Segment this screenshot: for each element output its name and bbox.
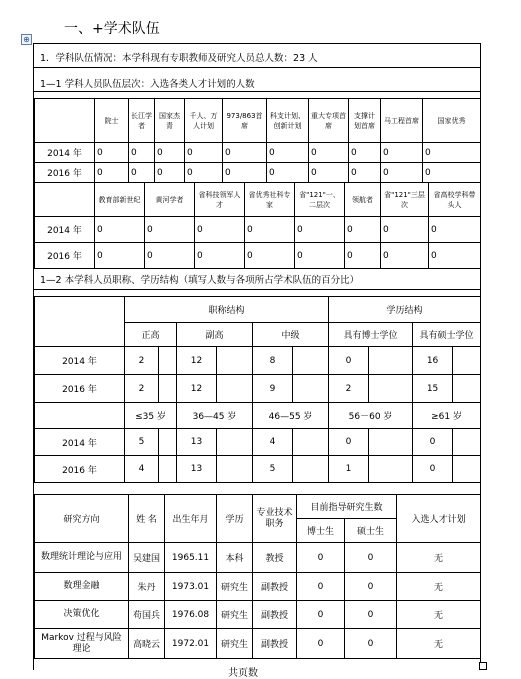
value-cell: 12	[177, 347, 217, 375]
value-cell: 0	[429, 243, 481, 269]
year-cell: 2014 年	[35, 143, 95, 163]
talent-table-b	[34, 182, 481, 269]
table-header-row	[35, 495, 481, 519]
col-header: 专业技术职务	[253, 495, 297, 543]
table-row	[35, 143, 481, 163]
year-cell: 2016 年	[35, 163, 95, 183]
table-row	[35, 375, 481, 403]
direction-cell: 数理金融	[35, 573, 129, 601]
value-cell: 15	[413, 375, 453, 403]
value-cell: 0	[245, 243, 295, 269]
table-row	[35, 217, 481, 243]
value-cell: 0	[381, 243, 429, 269]
talent-cell: 无	[397, 601, 481, 629]
direction-cell: 决策优化	[35, 601, 129, 629]
section12-title: 1—2 本学科人员职称、学历结构（填写人数与各项所占学术队伍的百分比）	[34, 272, 480, 290]
value-cell: 0	[329, 429, 369, 456]
col-header: 院士	[95, 99, 129, 143]
value-cell: 8	[253, 347, 293, 375]
value-cell	[369, 456, 413, 483]
value-cell	[159, 375, 177, 403]
talent-table-a	[34, 98, 481, 183]
col-header: 科支计划、创新计划	[267, 99, 309, 143]
table-row	[35, 429, 481, 456]
value-cell: 5	[253, 456, 293, 483]
empty-cell	[35, 99, 95, 143]
col-header: 教育部新世纪	[95, 183, 145, 217]
col-header: 省科技领军人才	[195, 183, 245, 217]
empty-cell	[35, 403, 125, 429]
value-cell: 4	[125, 456, 159, 483]
group-header: 职称结构	[125, 297, 329, 323]
title-cell: 副教授	[253, 601, 297, 629]
table-resize-handle[interactable]	[479, 662, 487, 670]
value-cell: 0	[349, 143, 381, 163]
value-cell: 2	[125, 375, 159, 403]
col-header: 领航者	[345, 183, 381, 217]
year-cell: 2016 年	[35, 243, 95, 269]
table-row	[35, 243, 481, 269]
col-header: 千人、万人计划	[185, 99, 223, 143]
value-cell: 0	[423, 143, 481, 163]
value-cell: 5	[125, 429, 159, 456]
talent-cell: 无	[397, 629, 481, 659]
value-cell: 2	[125, 347, 159, 375]
phd-cell: 0	[297, 573, 345, 601]
value-cell: 0	[345, 217, 381, 243]
name-cell: 高晓云	[129, 629, 165, 659]
col-header: 黄河学者	[145, 183, 195, 217]
value-cell: 0	[413, 456, 453, 483]
section11-title: 1—1 学科人员队伍层次：入选各类人才计划的人数	[34, 76, 480, 92]
title-cell: 副教授	[253, 573, 297, 601]
value-cell	[159, 429, 177, 456]
col-header: 国家优秀	[423, 99, 481, 143]
table-header-row	[35, 183, 481, 217]
table-row	[35, 456, 481, 483]
value-cell: 0	[155, 163, 185, 183]
value-cell: 0	[309, 163, 349, 183]
table-header-row	[35, 403, 481, 429]
col-header: 目前指导研究生数	[297, 495, 397, 519]
col-header: 46—55 岁	[253, 403, 329, 429]
col-header: 姓 名	[129, 495, 165, 543]
value-cell	[453, 456, 481, 483]
value-cell: 0	[129, 143, 155, 163]
talent-cell: 无	[397, 573, 481, 601]
birth-cell: 1972.01	[165, 629, 217, 659]
value-cell: 0	[185, 163, 223, 183]
table-row	[35, 347, 481, 375]
col-header: 省优秀社科专家	[245, 183, 295, 217]
value-cell: 0	[145, 217, 195, 243]
value-cell: 0	[245, 217, 295, 243]
value-cell: 0	[381, 143, 423, 163]
col-header: 正高	[125, 323, 177, 347]
value-cell: 4	[253, 429, 293, 456]
value-cell: 0	[381, 217, 429, 243]
value-cell: 0	[223, 143, 267, 163]
col-header: 省"121"三层次	[381, 183, 429, 217]
page-footer: 共页数	[228, 668, 258, 679]
birth-cell: 1973.01	[165, 573, 217, 601]
value-cell: 13	[177, 456, 217, 483]
master-cell: 0	[345, 629, 397, 659]
title-cell: 教授	[253, 543, 297, 573]
value-cell: 1	[329, 456, 369, 483]
col-header: 36—45 岁	[177, 403, 253, 429]
name-cell: 苟国兵	[129, 601, 165, 629]
value-cell: 0	[95, 163, 129, 183]
value-cell	[293, 347, 329, 375]
col-header: 研究方向	[35, 495, 129, 543]
col-header: 副高	[177, 323, 253, 347]
table-row	[35, 601, 481, 629]
master-cell: 0	[345, 601, 397, 629]
value-cell: 0	[155, 143, 185, 163]
value-cell: 0	[95, 217, 145, 243]
value-cell: 0	[185, 143, 223, 163]
value-cell	[369, 375, 413, 403]
col-header: 硕士生	[345, 519, 397, 543]
name-cell: 吴建国	[129, 543, 165, 573]
degree-cell: 研究生	[217, 601, 253, 629]
col-header: 省高校学科带头人	[429, 183, 481, 217]
col-header: 56－60 岁	[329, 403, 413, 429]
personnel-table	[34, 494, 481, 659]
page-heading: 一、+学术队伍	[64, 21, 160, 37]
col-header: 国家杰青	[155, 99, 185, 143]
phd-cell: 0	[297, 629, 345, 659]
table-row	[35, 629, 481, 659]
year-cell: 2014 年	[35, 217, 95, 243]
col-header: 博士生	[297, 519, 345, 543]
section1-title: 1．学科队伍情况：本学科现有专职教师及研究人员总人数：23 人	[34, 50, 480, 68]
year-cell: 2014 年	[35, 429, 125, 456]
value-cell	[453, 429, 481, 456]
phd-cell: 0	[297, 543, 345, 573]
phd-cell: 0	[297, 601, 345, 629]
value-cell: 0	[295, 243, 345, 269]
value-cell	[159, 347, 177, 375]
year-cell: 2016 年	[35, 456, 125, 483]
table-row	[35, 543, 481, 573]
empty-cell	[35, 297, 125, 347]
value-cell: 13	[177, 429, 217, 456]
degree-cell: 研究生	[217, 573, 253, 601]
value-cell	[217, 375, 253, 403]
value-cell: 0	[413, 429, 453, 456]
talent-cell: 无	[397, 543, 481, 573]
col-header: 具有博士学位	[329, 323, 413, 347]
title-cell: 副教授	[253, 629, 297, 659]
col-header: 重大专项首席	[309, 99, 349, 143]
value-cell: 0	[345, 243, 381, 269]
value-cell	[369, 347, 413, 375]
value-cell: 0	[349, 163, 381, 183]
direction-cell: Markov 过程与风险理论	[35, 629, 129, 659]
table-row	[35, 163, 481, 183]
value-cell: 0	[267, 143, 309, 163]
col-header: 省"121"一、二层次	[295, 183, 345, 217]
value-cell	[159, 456, 177, 483]
value-cell: 0	[195, 217, 245, 243]
value-cell	[293, 375, 329, 403]
structure-table	[34, 296, 481, 483]
master-cell: 0	[345, 573, 397, 601]
value-cell	[217, 347, 253, 375]
value-cell: 16	[413, 347, 453, 375]
value-cell: 0	[195, 243, 245, 269]
value-cell: 0	[129, 163, 155, 183]
value-cell: 0	[223, 163, 267, 183]
value-cell: 0	[423, 163, 481, 183]
col-header: 学历	[217, 495, 253, 543]
value-cell: 2	[329, 375, 369, 403]
col-header: 入选人才计划	[397, 495, 481, 543]
value-cell	[293, 429, 329, 456]
col-header: 出生年月	[165, 495, 217, 543]
birth-cell: 1965.11	[165, 543, 217, 573]
value-cell: 0	[145, 243, 195, 269]
birth-cell: 1976.08	[165, 601, 217, 629]
value-cell	[293, 456, 329, 483]
col-header: ≥61 岁	[413, 403, 481, 429]
table-header-row	[35, 99, 481, 143]
value-cell: 9	[253, 375, 293, 403]
col-header: 支撑计划首席	[349, 99, 381, 143]
value-cell	[217, 456, 253, 483]
master-cell: 0	[345, 543, 397, 573]
col-header: 长江学者	[129, 99, 155, 143]
value-cell	[453, 347, 481, 375]
table-move-handle[interactable]: ⊕	[21, 34, 32, 45]
year-cell: 2014 年	[35, 347, 125, 375]
degree-cell: 研究生	[217, 629, 253, 659]
value-cell: 12	[177, 375, 217, 403]
value-cell: 0	[267, 163, 309, 183]
col-header: ≤35 岁	[125, 403, 177, 429]
table-row	[35, 573, 481, 601]
col-header: 973/863首席	[223, 99, 267, 143]
value-cell	[217, 429, 253, 456]
value-cell: 0	[429, 217, 481, 243]
value-cell	[453, 375, 481, 403]
group-header: 学历结构	[329, 297, 481, 323]
direction-cell: 数理统计理论与应用	[35, 543, 129, 573]
table-header-row	[35, 297, 481, 323]
value-cell: 0	[95, 243, 145, 269]
value-cell: 0	[329, 347, 369, 375]
col-header: 中级	[253, 323, 329, 347]
col-header: 马工程首席	[381, 99, 423, 143]
value-cell	[369, 429, 413, 456]
name-cell: 朱丹	[129, 573, 165, 601]
year-cell: 2016 年	[35, 375, 125, 403]
value-cell: 0	[295, 217, 345, 243]
value-cell: 0	[309, 143, 349, 163]
value-cell: 0	[95, 143, 129, 163]
degree-cell: 本科	[217, 543, 253, 573]
col-header: 具有硕士学位	[413, 323, 481, 347]
value-cell: 0	[381, 163, 423, 183]
empty-cell	[35, 183, 95, 217]
